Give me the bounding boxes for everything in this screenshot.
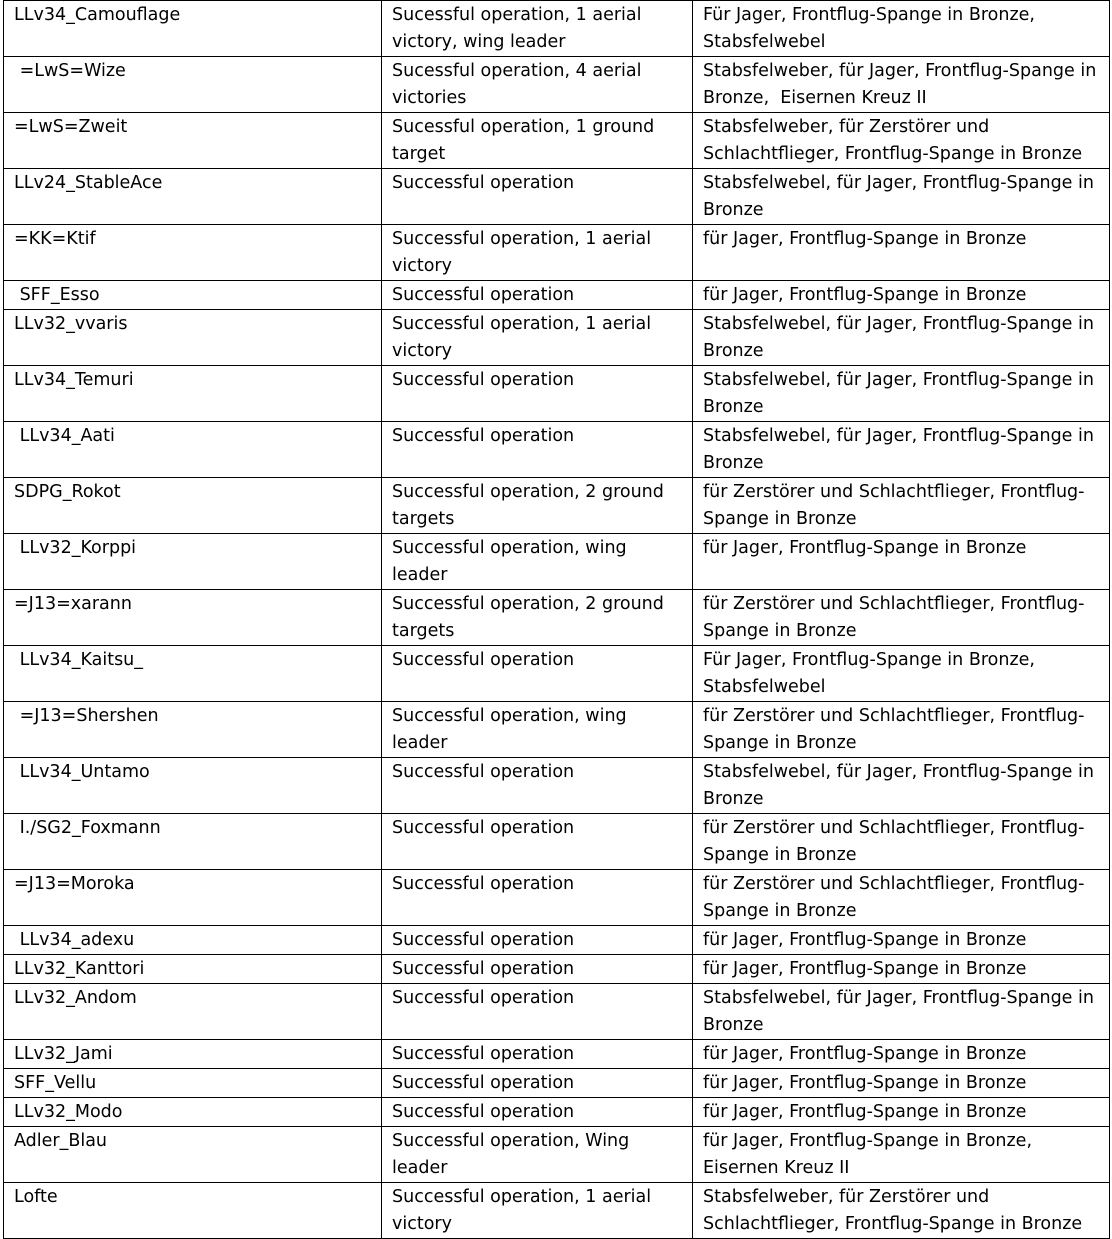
table-row <box>4 1098 1110 1127</box>
award-cell-text: für Jager, Frontflug-Spange in Bronze <box>703 959 1027 979</box>
award-cell-text: Für Jager, Frontflug-Spange in Bronze, Stabsfelwebel <box>703 650 1041 697</box>
award-cell-text: für Zerstörer und Schlachtflieger, Frontflug-Spange in Bronze <box>703 594 1085 641</box>
mission-result-cell-text: Successful operation, 1 aerial victory <box>392 1187 657 1234</box>
mission-result-cell-text: Successful operation <box>392 1102 575 1122</box>
mission-result-cell <box>382 955 693 984</box>
pilot-name-cell <box>4 422 382 478</box>
mission-result-cell-text: Successful operation <box>392 285 575 305</box>
award-cell <box>693 590 1110 646</box>
mission-result-cell <box>382 758 693 814</box>
pilot-name-cell <box>4 702 382 758</box>
mission-result-cell <box>382 422 693 478</box>
mission-result-cell-text: Successful operation <box>392 426 575 446</box>
mission-result-cell <box>382 702 693 758</box>
mission-result-cell <box>382 281 693 310</box>
awards-table-body <box>4 1 1110 1239</box>
pilot-name-cell <box>4 590 382 646</box>
award-cell <box>693 984 1110 1040</box>
award-cell <box>693 366 1110 422</box>
table-row <box>4 814 1110 870</box>
mission-result-cell-text: Successful operation, Wing leader <box>392 1131 635 1178</box>
table-row <box>4 702 1110 758</box>
pilot-name-cell <box>4 814 382 870</box>
pilot-name-cell <box>4 310 382 366</box>
award-cell <box>693 1183 1110 1239</box>
pilot-name-cell <box>4 758 382 814</box>
table-row <box>4 225 1110 281</box>
pilot-name-cell-text: =KK=Ktif <box>14 229 96 249</box>
mission-result-cell <box>382 534 693 590</box>
award-cell <box>693 225 1110 281</box>
mission-result-cell-text: Sucessful operation, 4 aerial victories <box>392 61 648 108</box>
mission-result-cell-text: Successful operation <box>392 650 575 670</box>
pilot-name-cell-text: LLv32_Jami <box>14 1044 113 1064</box>
pilot-name-cell <box>4 926 382 955</box>
pilot-name-cell <box>4 169 382 225</box>
award-cell <box>693 1 1110 57</box>
pilot-name-cell-text: =J13=xarann <box>14 594 132 614</box>
pilot-name-cell <box>4 1069 382 1098</box>
pilot-name-cell <box>4 1183 382 1239</box>
mission-result-cell <box>382 113 693 169</box>
award-cell <box>693 310 1110 366</box>
table-row <box>4 478 1110 534</box>
award-cell-text: für Jager, Frontflug-Spange in Bronze <box>703 1073 1027 1093</box>
table-row <box>4 1127 1110 1183</box>
award-cell <box>693 478 1110 534</box>
award-cell-text: für Jager, Frontflug-Spange in Bronze <box>703 930 1027 950</box>
pilot-name-cell <box>4 984 382 1040</box>
pilot-name-cell-text: LLv24_StableAce <box>14 173 163 193</box>
mission-result-cell <box>382 1127 693 1183</box>
mission-result-cell-text: Successful operation <box>392 988 575 1008</box>
award-cell <box>693 1127 1110 1183</box>
pilot-name-cell-text: LLv32_Korppi <box>14 538 137 558</box>
awards-table <box>3 0 1110 1239</box>
award-cell <box>693 955 1110 984</box>
mission-result-cell <box>382 870 693 926</box>
mission-result-cell-text: Successful operation, 1 aerial victory <box>392 314 657 361</box>
table-row <box>4 422 1110 478</box>
award-cell <box>693 646 1110 702</box>
pilot-name-cell-text: LLv34_Kaitsu_ <box>14 650 144 670</box>
mission-result-cell <box>382 814 693 870</box>
mission-result-cell-text: Successful operation <box>392 1044 575 1064</box>
pilot-name-cell-text: LLv34_Aati <box>14 426 115 446</box>
award-cell <box>693 534 1110 590</box>
pilot-name-cell-text: LLv34_Temuri <box>14 370 134 390</box>
pilot-name-cell-text: LLv34_Untamo <box>14 762 150 782</box>
mission-result-cell-text: Successful operation, 2 ground targets <box>392 594 670 641</box>
table-row <box>4 366 1110 422</box>
award-cell-text: für Jager, Frontflug-Spange in Bronze <box>703 538 1027 558</box>
mission-result-cell <box>382 225 693 281</box>
pilot-name-cell-text: SDPG_Rokot <box>14 482 121 502</box>
table-row <box>4 1069 1110 1098</box>
award-cell-text: für Zerstörer und Schlachtflieger, Frontflug-Spange in Bronze <box>703 874 1085 921</box>
table-row <box>4 310 1110 366</box>
pilot-name-cell-text: LLv32_Kanttori <box>14 959 145 979</box>
award-cell <box>693 758 1110 814</box>
table-row <box>4 1183 1110 1239</box>
mission-result-cell-text: Successful operation, 2 ground targets <box>392 482 670 529</box>
award-cell-text: Stabsfelwebel, für Jager, Frontflug-Spange in Bronze <box>703 173 1100 220</box>
table-row <box>4 169 1110 225</box>
mission-result-cell <box>382 646 693 702</box>
mission-result-cell-text: Successful operation <box>392 762 575 782</box>
mission-result-cell <box>382 984 693 1040</box>
award-cell <box>693 814 1110 870</box>
award-cell-text: Stabsfelwebel, für Jager, Frontflug-Spange in Bronze <box>703 314 1100 361</box>
mission-result-cell-text: Sucessful operation, 1 ground target <box>392 117 660 164</box>
pilot-name-cell <box>4 870 382 926</box>
mission-result-cell-text: Successful operation, 1 aerial victory <box>392 229 657 276</box>
mission-result-cell <box>382 1069 693 1098</box>
mission-result-cell <box>382 590 693 646</box>
award-cell <box>693 926 1110 955</box>
table-row <box>4 281 1110 310</box>
award-cell-text: Stabsfelweber, für Zerstörer und Schlachtflieger, Frontflug-Spange in Bronze <box>703 1187 1083 1234</box>
mission-result-cell-text: Successful operation <box>392 370 575 390</box>
mission-result-cell <box>382 366 693 422</box>
pilot-name-cell-text: SFF_Esso <box>14 285 100 305</box>
mission-result-cell <box>382 57 693 113</box>
award-cell <box>693 422 1110 478</box>
mission-result-cell-text: Successful operation, wing leader <box>392 538 633 585</box>
award-cell <box>693 57 1110 113</box>
mission-result-cell-text: Successful operation <box>392 1073 575 1093</box>
pilot-name-cell <box>4 646 382 702</box>
pilot-name-cell-text: =J13=Shershen <box>14 706 159 726</box>
pilot-name-cell <box>4 1127 382 1183</box>
pilot-name-cell-text: LLv34_Camouflage <box>14 5 181 25</box>
pilot-name-cell <box>4 281 382 310</box>
award-cell <box>693 281 1110 310</box>
award-cell-text: für Jager, Frontflug-Spange in Bronze, Eisernen Kreuz II <box>703 1131 1038 1178</box>
pilot-name-cell <box>4 366 382 422</box>
award-cell-text: für Jager, Frontflug-Spange in Bronze <box>703 1044 1027 1064</box>
mission-result-cell-text: Successful operation <box>392 959 575 979</box>
table-row <box>4 926 1110 955</box>
mission-result-cell <box>382 478 693 534</box>
award-cell <box>693 113 1110 169</box>
pilot-name-cell-text: LLv32_vvaris <box>14 314 128 334</box>
pilot-name-cell-text: SFF_Vellu <box>14 1073 97 1093</box>
table-row <box>4 57 1110 113</box>
pilot-name-cell-text: LLv34_adexu <box>14 930 135 950</box>
award-cell-text: für Zerstörer und Schlachtflieger, Frontflug-Spange in Bronze <box>703 706 1085 753</box>
pilot-name-cell-text: =LwS=Wize <box>14 61 126 81</box>
pilot-name-cell <box>4 1040 382 1069</box>
award-cell-text: für Jager, Frontflug-Spange in Bronze <box>703 229 1027 249</box>
table-row <box>4 1040 1110 1069</box>
mission-result-cell-text: Successful operation <box>392 930 575 950</box>
pilot-name-cell-text: =LwS=Zweit <box>14 117 128 137</box>
table-row <box>4 113 1110 169</box>
award-cell <box>693 169 1110 225</box>
mission-result-cell-text: Successful operation <box>392 173 575 193</box>
table-row <box>4 984 1110 1040</box>
mission-result-cell <box>382 1040 693 1069</box>
pilot-name-cell-text: =J13=Moroka <box>14 874 135 894</box>
mission-result-cell <box>382 1 693 57</box>
mission-result-cell-text: Successful operation <box>392 874 575 894</box>
pilot-name-cell-text: LLv32_Andom <box>14 988 137 1008</box>
table-row <box>4 1 1110 57</box>
mission-result-cell <box>382 310 693 366</box>
pilot-name-cell <box>4 1098 382 1127</box>
pilot-name-cell-text: Adler_Blau <box>14 1131 108 1151</box>
pilot-name-cell <box>4 225 382 281</box>
table-row <box>4 758 1110 814</box>
award-cell <box>693 870 1110 926</box>
award-cell-text: für Zerstörer und Schlachtflieger, Frontflug-Spange in Bronze <box>703 482 1085 529</box>
table-row <box>4 590 1110 646</box>
award-cell <box>693 1040 1110 1069</box>
pilot-name-cell-text: I./SG2_Foxmann <box>14 818 161 838</box>
mission-result-cell <box>382 169 693 225</box>
table-row <box>4 534 1110 590</box>
award-cell <box>693 702 1110 758</box>
award-cell-text: Stabsfelwebel, für Jager, Frontflug-Spange in Bronze <box>703 370 1100 417</box>
mission-result-cell <box>382 1098 693 1127</box>
award-cell-text: für Jager, Frontflug-Spange in Bronze <box>703 285 1027 305</box>
mission-result-cell-text: Sucessful operation, 1 aerial victory, wing leader <box>392 5 648 52</box>
award-cell <box>693 1098 1110 1127</box>
award-cell <box>693 1069 1110 1098</box>
table-row <box>4 955 1110 984</box>
pilot-name-cell <box>4 534 382 590</box>
mission-result-cell-text: Successful operation, wing leader <box>392 706 633 753</box>
pilot-name-cell <box>4 57 382 113</box>
award-cell-text: Stabsfelwebel, für Jager, Frontflug-Spange in Bronze <box>703 762 1100 809</box>
award-cell-text: Für Jager, Frontflug-Spange in Bronze, Stabsfelwebel <box>703 5 1041 52</box>
award-cell-text: für Zerstörer und Schlachtflieger, Frontflug-Spange in Bronze <box>703 818 1085 865</box>
award-cell-text: Stabsfelwebel, für Jager, Frontflug-Spange in Bronze <box>703 426 1100 473</box>
pilot-name-cell-text: Lofte <box>14 1187 58 1207</box>
pilot-name-cell-text: LLv32_Modo <box>14 1102 123 1122</box>
pilot-name-cell <box>4 1 382 57</box>
table-row <box>4 646 1110 702</box>
pilot-name-cell <box>4 478 382 534</box>
pilot-name-cell <box>4 955 382 984</box>
table-row <box>4 870 1110 926</box>
award-cell-text: Stabsfelweber, für Jager, Frontflug-Spange in Bronze, Eisernen Kreuz II <box>703 61 1102 108</box>
pilot-name-cell <box>4 113 382 169</box>
award-cell-text: für Jager, Frontflug-Spange in Bronze <box>703 1102 1027 1122</box>
mission-result-cell <box>382 1183 693 1239</box>
mission-result-cell <box>382 926 693 955</box>
mission-result-cell-text: Successful operation <box>392 818 575 838</box>
award-cell-text: Stabsfelweber, für Zerstörer und Schlachtflieger, Frontflug-Spange in Bronze <box>703 117 1083 164</box>
award-cell-text: Stabsfelwebel, für Jager, Frontflug-Spange in Bronze <box>703 988 1100 1035</box>
